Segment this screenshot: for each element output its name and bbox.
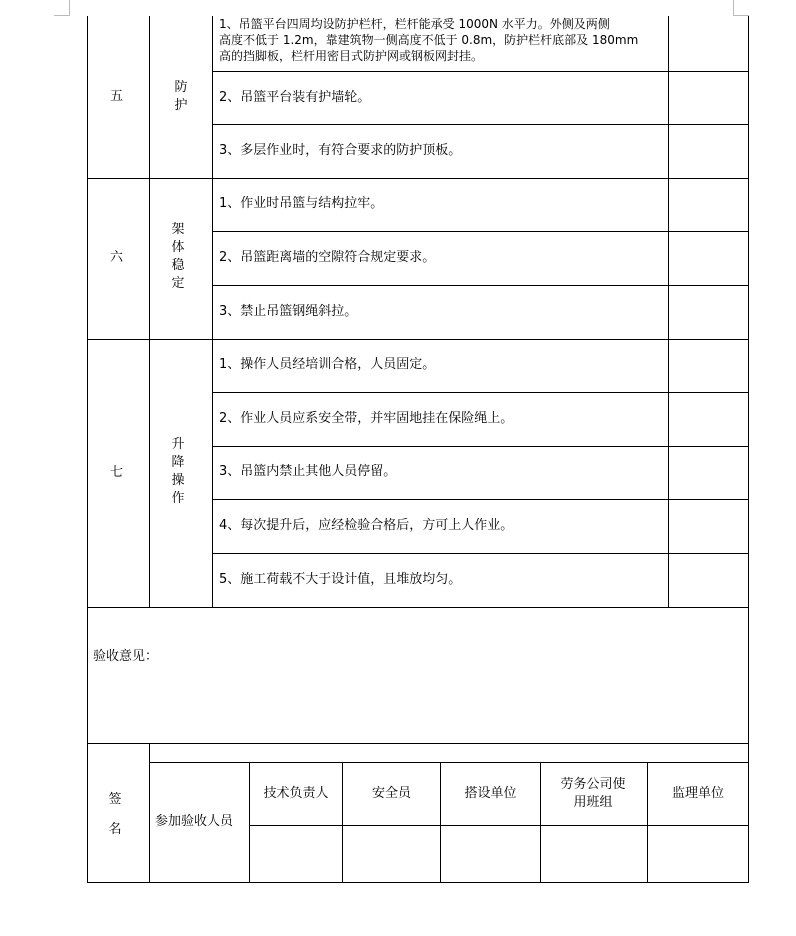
table-line xyxy=(87,743,749,744)
item-text: 1、操作人员经培训合格，人员固定。 xyxy=(219,357,436,372)
sig-line xyxy=(149,762,749,763)
item-text: 3、禁止吊篮钢绳斜拉。 xyxy=(219,304,358,319)
page-corner-mark-right xyxy=(733,0,734,16)
section-number: 五 xyxy=(110,89,124,104)
table-line xyxy=(212,231,749,232)
sig-line xyxy=(249,825,749,826)
item-text: 2、作业人员应系安全带，并牢固地挂在保险绳上。 xyxy=(219,411,514,426)
section-category: 升降操作 xyxy=(171,437,185,506)
table-line xyxy=(212,285,749,286)
signature-label: 签名 xyxy=(108,792,122,837)
item-text: 3、多层作业时，有符合要求的防护顶板。 xyxy=(219,143,462,158)
sig-divider xyxy=(647,762,648,883)
section-category: 架体稳定 xyxy=(171,222,185,291)
page-corner-mark-left xyxy=(69,0,70,16)
sig-divider xyxy=(540,762,541,883)
section-number: 七 xyxy=(110,465,124,480)
table-line xyxy=(212,446,749,447)
table-line xyxy=(87,607,749,608)
table-line xyxy=(212,499,749,500)
section-number: 六 xyxy=(110,250,124,265)
item-text: 5、施工荷载不大于设计值，且堆放均匀。 xyxy=(219,572,462,587)
table-line xyxy=(87,339,749,340)
role-erection-unit: 搭设单位 xyxy=(464,786,517,801)
page-corner-mark-left-h xyxy=(54,15,70,16)
role-tech-lead: 技术负责人 xyxy=(263,786,329,801)
item-text: 3、吊篮内禁止其他人员停留。 xyxy=(219,464,397,479)
table-border-right xyxy=(748,16,749,883)
table-border-bottom xyxy=(87,882,749,883)
table-divider xyxy=(149,16,150,607)
table-border-left xyxy=(87,16,88,883)
participants-label: 参加验收人员 xyxy=(155,814,234,829)
table-divider xyxy=(212,16,213,607)
item-text: 高的挡脚板，栏杆用密目式防护网或钢板网封挂。 xyxy=(219,49,484,63)
table-line xyxy=(212,392,749,393)
item-text: 2、吊篮距离墙的空隙符合规定要求。 xyxy=(219,250,436,265)
item-text: 1、吊篮平台四周均设防护栏杆，栏杆能承受 1000N 水平力。外侧及两侧 xyxy=(219,17,610,31)
section-category: 防护 xyxy=(174,80,188,113)
table-line xyxy=(212,124,749,125)
table-line xyxy=(87,178,749,179)
table-line xyxy=(212,71,749,72)
acceptance-label: 验收意见： xyxy=(93,649,159,664)
sig-divider xyxy=(149,743,150,883)
table-divider xyxy=(668,16,669,607)
role-labor-team: 劳务公司使用班组 xyxy=(560,777,626,810)
table-line xyxy=(212,553,749,554)
item-text: 4、每次提升后，应经检验合格后，方可上人作业。 xyxy=(219,518,514,533)
page-corner-mark-right-h xyxy=(733,15,749,16)
sig-divider xyxy=(440,762,441,883)
item-text: 高度不低于 1.2m，靠建筑物一侧高度不低于 0.8m，防护栏杆底部及 180mm xyxy=(219,33,639,47)
item-text: 1、作业时吊篮与结构拉牢。 xyxy=(219,196,384,211)
sig-divider xyxy=(342,762,343,883)
role-safety-officer: 安全员 xyxy=(371,786,411,801)
role-supervision-unit: 监理单位 xyxy=(671,786,724,801)
sig-divider xyxy=(249,762,250,883)
item-text: 2、吊篮平台装有护墙轮。 xyxy=(219,90,371,105)
